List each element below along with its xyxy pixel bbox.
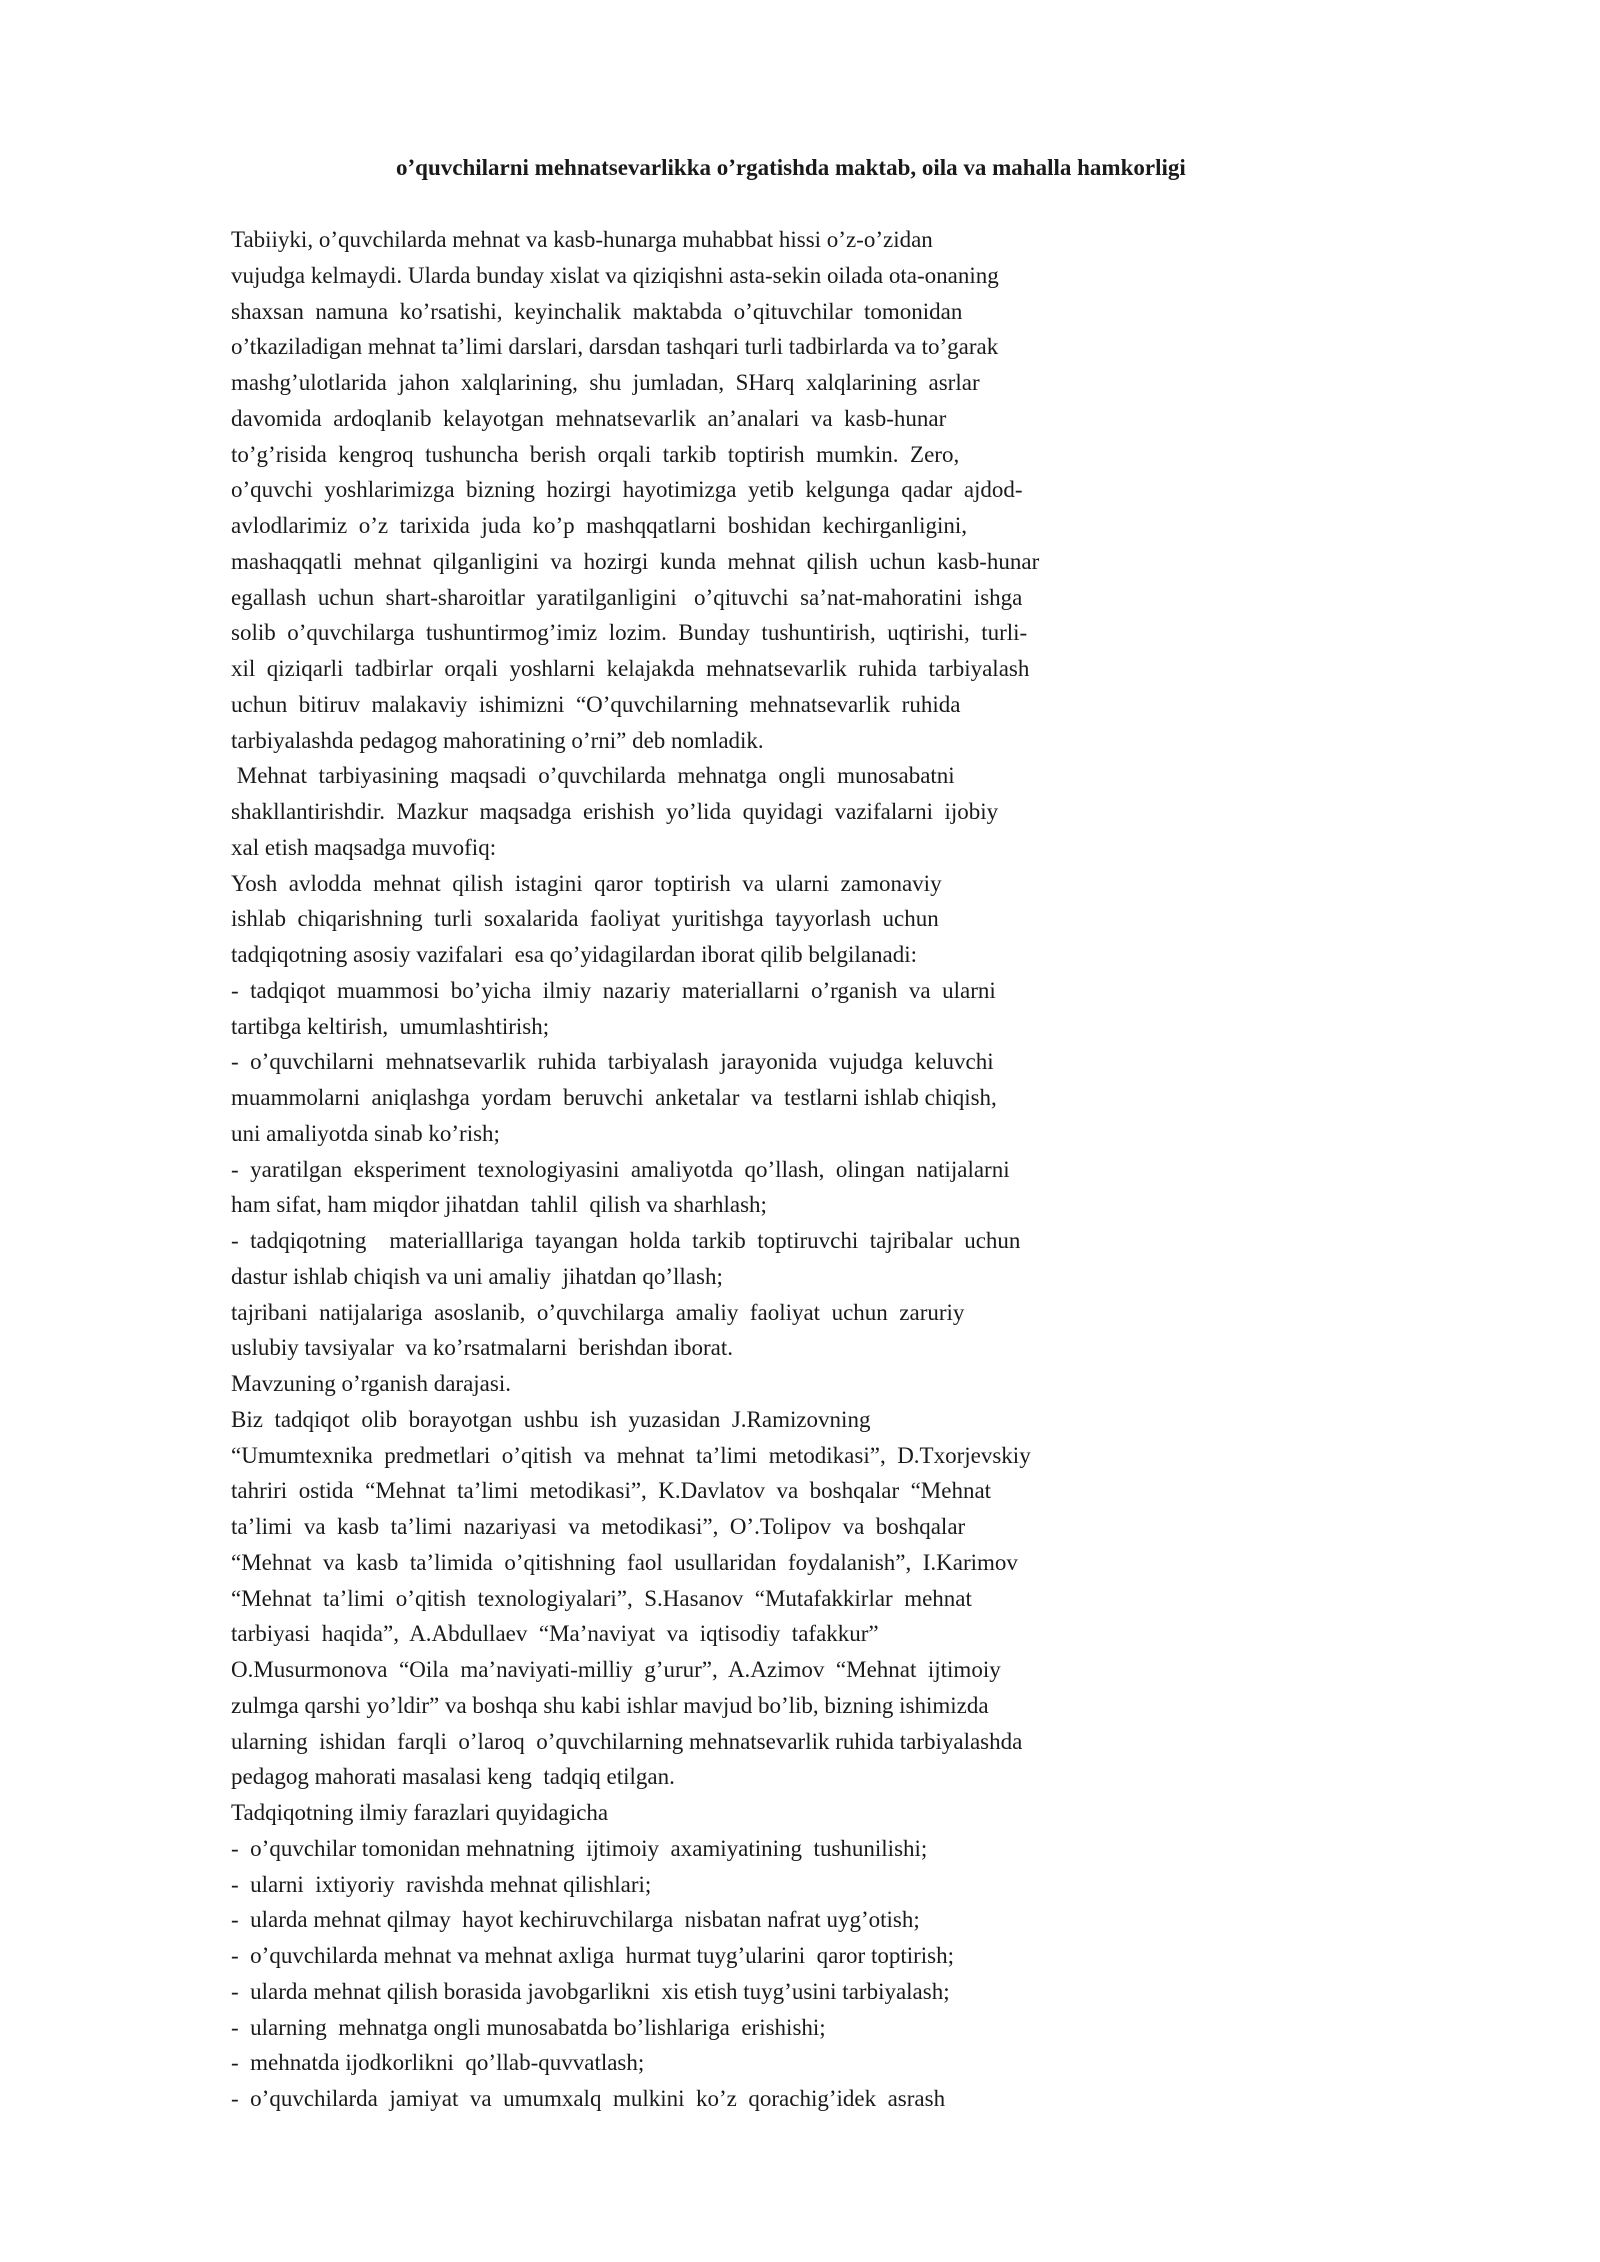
body-text-line: O.Musurmonova “Oila ma’naviyati-milliy g’urur”, A.Azimov “Mehnat ijtimoiy: [231, 1657, 1001, 1682]
body-text-line: vujudga kelmaydi. Ularda bunday xislat va qiziqishni asta-sekin oilada ota-onaning: [231, 262, 999, 288]
body-text-line: uslubiy tavsiyalar va ko’rsatmalarni berishdan iborat.: [231, 1335, 734, 1361]
body-text-line: - o’quvchilarda jamiyat va umumxalq mulkini ko’z qorachig’idek asrash: [231, 2086, 946, 2111]
body-text-line: muammolarni aniqlashga yordam beruvchi anketalar va testlarni ishlab chiqish,: [231, 1085, 997, 1110]
body-text-line: Mehnat tarbiyasining maqsadi o’quvchilarda mehnatga ongli munosabatni: [231, 763, 955, 789]
body-text-line: “Mehnat ta’limi o’qitish texnologiyalari”, S.Hasanov “Mutafakkirlar mehnat: [231, 1585, 972, 1611]
body-text-line: o’quvchi yoshlarimizga bizning hozirgi hayotimizga yetib kelgunga qadar ajdod-: [231, 477, 1023, 503]
body-text-line: - o’quvchilar tomonidan mehnatning ijtimoiy axamiyatining tushunilishi;: [231, 1835, 928, 1861]
body-text-line: - ularda mehnat qilmay hayot kechiruvchilarga nisbatan nafrat uyg’otish;: [231, 1907, 920, 1933]
body-text-line: Tabiiyki, o’quvchilarda mehnat va kasb-hunarga muhabbat hissi o’z-o’zidan: [231, 227, 933, 252]
document-title: o’quvchilarni mehnatsevarlikka o’rgatishda maktab, oila va mahalla hamkorligi: [396, 155, 1186, 180]
body-text-line: xil qiziqarli tadbirlar orqali yoshlarni kelajakda mehnatsevarlik ruhida tarbiyalash: [231, 656, 1030, 681]
body-text-line: xal etish maqsadga muvofiq:: [231, 834, 497, 860]
body-text-line: tajribani natijalariga asoslanib, o’quvchilarga amaliy faoliyat uchun zaruriy: [231, 1299, 965, 1325]
body-text-line: - ularning mehnatga ongli munosabatda bo’lishlariga erishishi;: [231, 2014, 826, 2040]
body-text-line: tahriri ostida “Mehnat ta’limi metodikasi”, K.Davlatov va boshqalar “Mehnat: [231, 1478, 992, 1504]
body-text-line: - yaratilgan eksperiment texnologiyasini amaliyotda qo’llash, olingan natijalarni: [231, 1156, 1010, 1182]
body-text-line: shakllantirishdir. Mazkur maqsadga erishish yo’lida quyidagi vazifalarni ijobiy: [231, 799, 999, 824]
body-text-line: Mavzuning o’rganish darajasi.: [231, 1371, 511, 1396]
body-text-line: avlodlarimiz o’z tarixida juda ko’p mashqqatlarni boshidan kechirganligini,: [231, 513, 968, 538]
body-text-line: zulmga qarshi yo’ldir” va boshqa shu kabi ishlar mavjud bo’lib, bizning ishimizda: [231, 1692, 989, 1718]
body-text-line: solib o’quvchilarga tushuntirmog’imiz lozim. Bunday tushuntirish, uqtirishi, turli-: [231, 620, 1028, 646]
body-text-line: ishlab chiqarishning turli soxalarida faoliyat yuritishga tayyorlash uchun: [231, 906, 939, 932]
body-text-line: mashg’ulotlarida jahon xalqlarining, shu jumladan, SHarq xalqlarining asrlar: [231, 370, 980, 395]
body-text-line: - ularni ixtiyoriy ravishda mehnat qilishlari;: [231, 1871, 652, 1897]
body-text-line: “Umumtexnika predmetlari o’qitish va mehnat ta’limi metodikasi”, D.Txorjevskiy: [231, 1442, 1031, 1468]
body-text-line: uni amaliyotda sinab ko’rish;: [231, 1120, 500, 1146]
body-text-line: tadqiqotning asosiy vazifalari esa qo’yidagilardan iborat qilib belgilanadi:: [231, 942, 917, 967]
body-text-line: - o’quvchilarda mehnat va mehnat axliga hurmat tuyg’ularini qaror toptirish;: [231, 1943, 955, 1968]
body-text-line: tarbiyalashda pedagog mahoratining o’rni” deb nomladik.: [231, 727, 764, 753]
body-text-line: shaxsan namuna ko’rsatishi, keyinchalik maktabda o’qituvchilar tomonidan: [231, 298, 963, 324]
body-text-line: mashaqqatli mehnat qilganligini va hozirgi kunda mehnat qilish uchun kasb-hunar: [231, 548, 1040, 574]
body-text-line: Tadqiqotning ilmiy farazlari quyidagicha: [231, 1800, 609, 1825]
body-text-line: to’g’risida kengroq tushuncha berish orqali tarkib toptirish mumkin. Zero,: [231, 441, 960, 467]
body-text-line: - mehnatda ijodkorlikni qo’llab-quvvatlash;: [231, 2050, 645, 2076]
body-text-line: - tadqiqot muammosi bo’yicha ilmiy nazariy materiallarni o’rganish va ularni: [231, 977, 996, 1003]
body-text-line: o’tkaziladigan mehnat ta’limi darslari, darsdan tashqari turli tadbirlarda va to’garak: [231, 334, 999, 360]
body-text-line: davomida ardoqlanib kelayotgan mehnatsevarlik an’analari va kasb-hunar: [231, 405, 947, 431]
body-text-line: - o’quvchilarni mehnatsevarlik ruhida tarbiyalash jarayonida vujudga keluvchi: [231, 1049, 994, 1075]
body-text-line: uchun bitiruv malakaviy ishimizni “O’quvchilarning mehnatsevarlik ruhida: [231, 691, 961, 717]
body-text-line: ta’limi va kasb ta’limi nazariyasi va metodikasi”, O’.Tolipov va boshqalar: [231, 1514, 966, 1539]
body-text-line: - tadqiqotning materialllariga tayangan holda tarkib toptiruvchi tajribalar uchun: [231, 1228, 1021, 1253]
body-text-line: - ularda mehnat qilish borasida javobgarlikni xis etish tuyg’usini tarbiyalash;: [231, 1978, 950, 2004]
body-text-line: pedagog mahorati masalasi keng tadqiq etilgan.: [231, 1764, 675, 1790]
document-body: [231, 222, 1231, 2117]
body-text-line: ularning ishidan farqli o’laroq o’quvchilarning mehnatsevarlik ruhida tarbiyalashda: [231, 1728, 1023, 1754]
body-text-line: Yosh avlodda mehnat qilish istagini qaror toptirish va ularni zamonaviy: [231, 870, 942, 896]
body-text-line: tartibga keltirish, umumlashtirish;: [231, 1013, 550, 1039]
body-text-line: egallash uchun shart-sharoitlar yaratilganligini o’qituvchi sa’nat-mahoratini ishga: [231, 584, 1023, 610]
body-text-line: dastur ishlab chiqish va uni amaliy jihatdan qo’llash;: [231, 1263, 723, 1289]
body-text-line: ham sifat, ham miqdor jihatdan tahlil qilish va sharhlash;: [231, 1192, 767, 1218]
body-text-line: “Mehnat va kasb ta’limida o’qitishning faol usullaridan foydalanish”, I.Karimov: [231, 1549, 1018, 1575]
body-text-line: tarbiyasi haqida”, A.Abdullaev “Ma’naviyat va iqtisodiy tafakkur”: [231, 1621, 879, 1647]
body-text-line: Biz tadqiqot olib borayotgan ushbu ish yuzasidan J.Ramizovning: [231, 1406, 871, 1432]
